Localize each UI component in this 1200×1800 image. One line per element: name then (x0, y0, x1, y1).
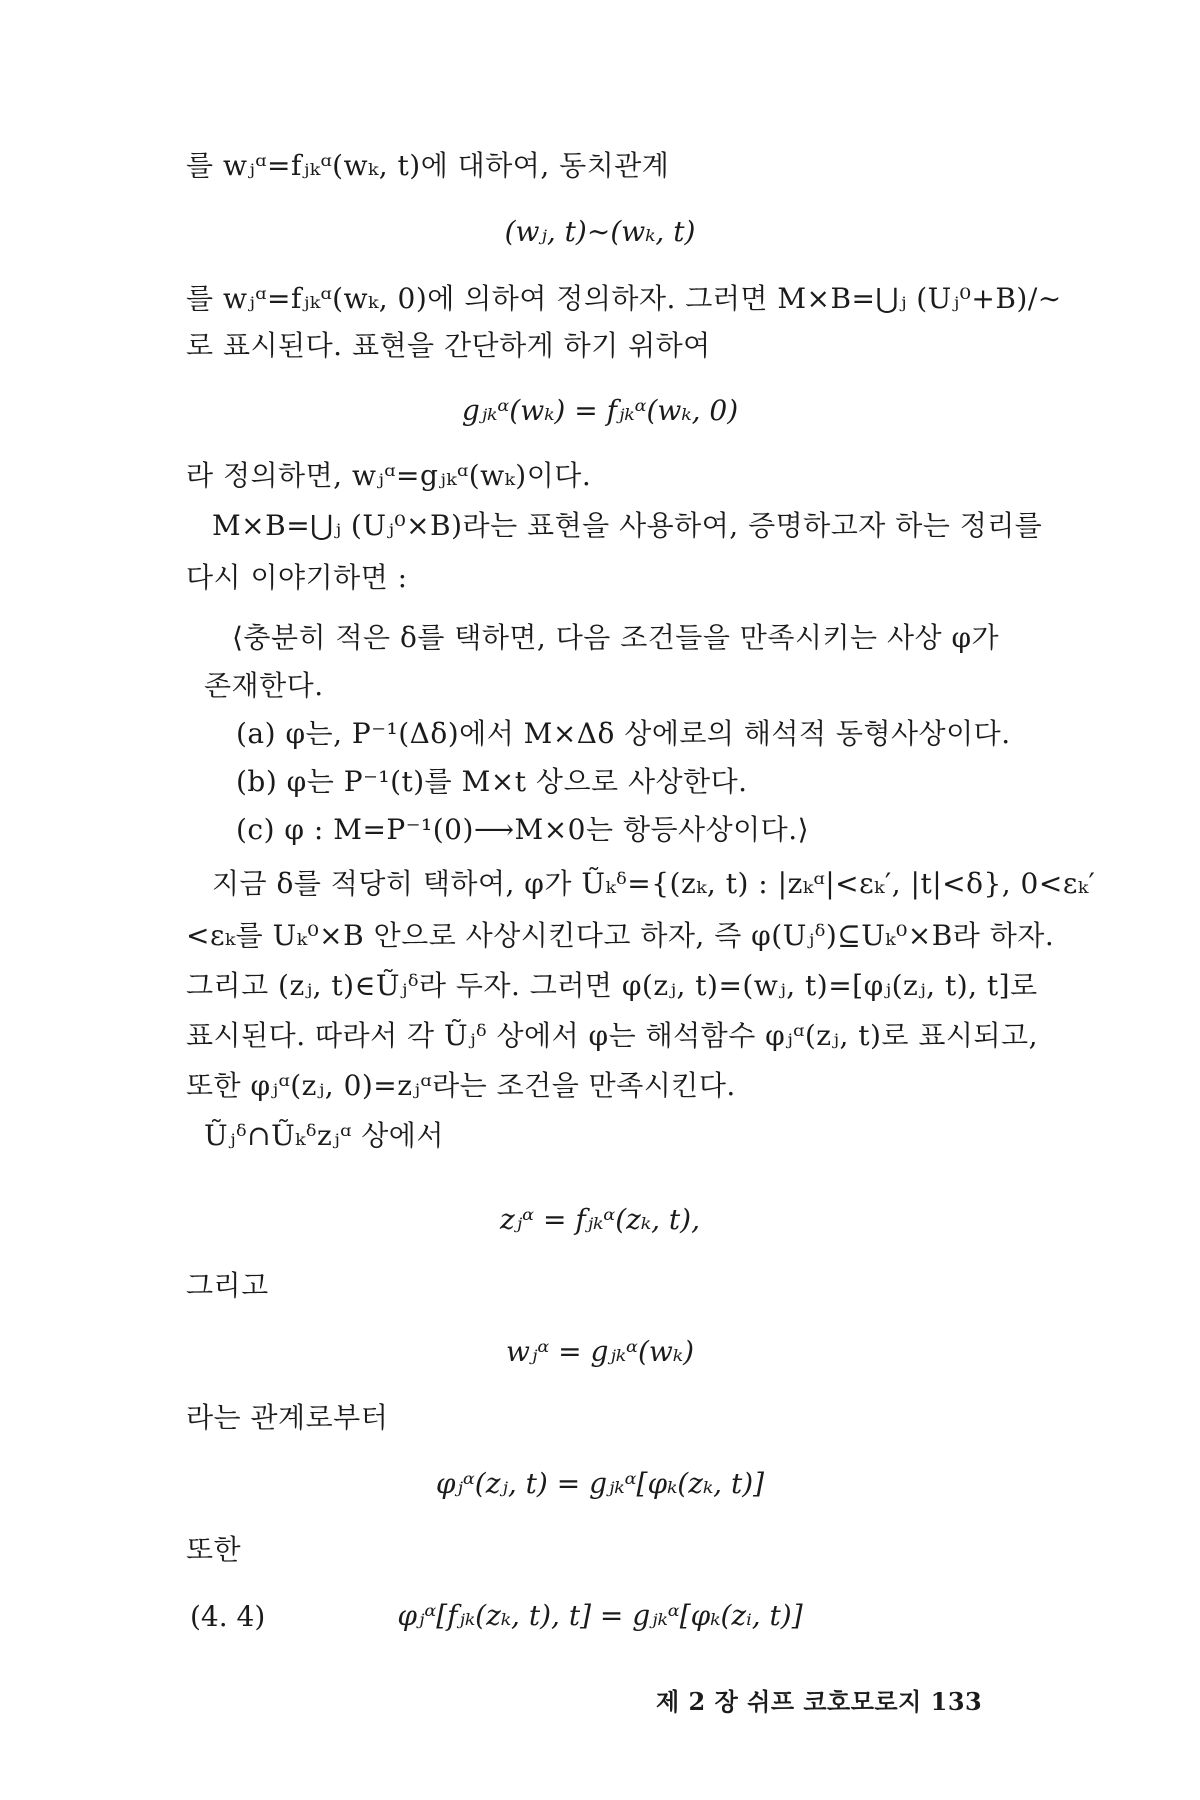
text-line-11: 또한 φⱼᵅ(zⱼ, 0)=zⱼᵅ라는 조건을 만족시킨다. (186, 1069, 736, 1102)
condition-c: (c) φ : M=P⁻¹(0)⟶M×0는 항등사상이다.⟩ (236, 813, 810, 846)
text-line-2: 를 wⱼᵅ=fⱼₖᵅ(wₖ, 0)에 의하여 정의하자. 그러면 M×B=⋃ⱼ (Uⱼ⁰+B)/∼ (186, 282, 1062, 315)
text-line-3: 로 표시된다. 표현을 간단하게 하기 위하여 (186, 329, 711, 362)
running-footer: 제 2 장 쉬프 코호모로지 133 (656, 1687, 983, 1716)
equation-equivalence: (wⱼ, t)∼(wₖ, t) (504, 215, 696, 248)
theorem-line-1: ⟨충분히 적은 δ를 택하면, 다음 조건들을 만족시키는 사상 φ가 (232, 621, 1000, 654)
text-line-7: 지금 δ를 적당히 택하여, φ가 Ũₖᵟ={(zₖ, t) : |zₖᵅ|<εₖ′, |t|<δ}, 0<εₖ′ (212, 867, 1096, 900)
text-line-14: 라는 관계로부터 (186, 1401, 389, 1434)
text-line-13: 그리고 (186, 1269, 269, 1302)
text-line-4: 라 정의하면, wⱼᵅ=gⱼₖᵅ(wₖ)이다. (186, 459, 592, 492)
text-line-5: M×B=⋃ⱼ (Uⱼ⁰×B)라는 표현을 사용하여, 증명하고자 하는 정리를 (212, 509, 1043, 542)
equation-w-transition: wⱼᵅ = gⱼₖᵅ(wₖ) (505, 1335, 694, 1368)
equation-z-transition: zⱼᵅ = fⱼₖᵅ(zₖ, t), (500, 1203, 700, 1236)
text-line-8: <εₖ를 Uₖ⁰×B 안으로 사상시킨다고 하자, 즉 φ(Uⱼᵟ)⊆Uₖ⁰×B라 하자. (186, 919, 1055, 952)
equation-number: (4. 4) (190, 1600, 266, 1633)
text-line-12: Ũⱼᵟ∩Ũₖᵟzⱼᵅ 상에서 (204, 1119, 444, 1152)
text-line-6: 다시 이야기하면 : (186, 561, 408, 594)
equation-4-4: φⱼᵅ[fⱼₖ(zₖ, t), t] = gⱼₖᵅ[φₖ(zᵢ, t)] (397, 1599, 803, 1632)
condition-b: (b) φ는 P⁻¹(t)를 M×t 상으로 사상한다. (236, 765, 748, 798)
condition-a: (a) φ는, P⁻¹(Δδ)에서 M×Δδ 상에로의 해석적 동형사상이다. (236, 717, 1011, 750)
equation-g-definition: gⱼₖᵅ(wₖ) = fⱼₖᵅ(wₖ, 0) (461, 394, 739, 427)
text-line-9: 그리고 (zⱼ, t)∈Ũⱼᵟ라 두자. 그러면 φ(zⱼ, t)=(wⱼ, t)=[φⱼ(zⱼ, t), t]로 (186, 969, 1038, 1002)
text-line-15: 또한 (186, 1533, 242, 1566)
equation-phi-relation: φⱼᵅ(zⱼ, t) = gⱼₖᵅ[φₖ(zₖ, t)] (435, 1467, 765, 1500)
theorem-line-2: 존재한다. (204, 669, 324, 702)
text-line-10: 표시된다. 따라서 각 Ũⱼᵟ 상에서 φ는 해석함수 φⱼᵅ(zⱼ, t)로 표시되고, (186, 1019, 1038, 1052)
text-line-1: 를 wⱼᵅ=fⱼₖᵅ(wₖ, t)에 대하여, 동치관계 (186, 149, 670, 182)
